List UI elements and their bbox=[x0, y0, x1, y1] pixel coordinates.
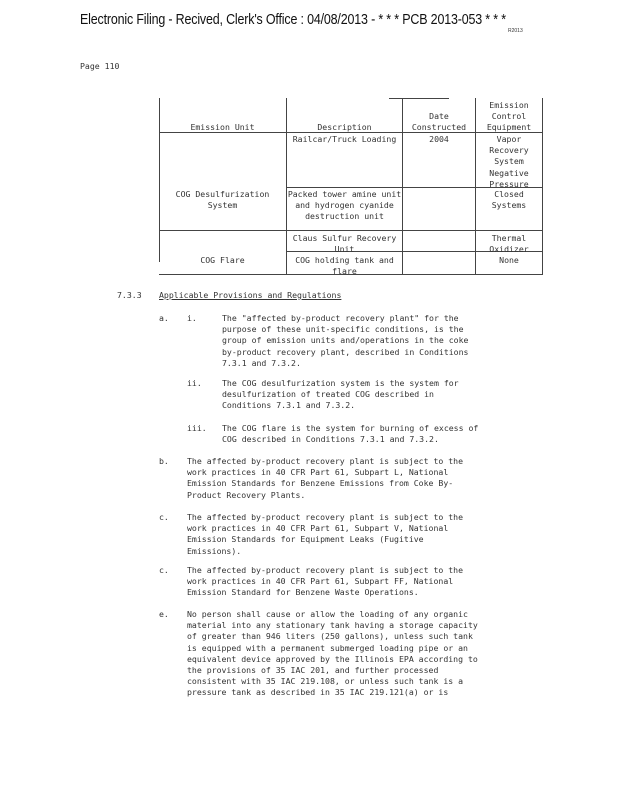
col-header-description: Description bbox=[317, 122, 372, 132]
section-title: Applicable Provisions and Regulations bbox=[159, 290, 342, 300]
page-label: Page 110 bbox=[80, 61, 120, 71]
row1-control: Vapor Recovery System Negative Pressure bbox=[489, 134, 529, 189]
col-header-control: Emission Control Equipment bbox=[486, 100, 532, 133]
item-label: a. bbox=[159, 313, 169, 323]
row3-control: Thermal Oxidizer bbox=[489, 233, 529, 255]
item-label: e. bbox=[159, 609, 169, 619]
col-header-unit: Emission Unit bbox=[190, 122, 255, 132]
item-text: The COG flare is the system for burning of excess of COG described in Conditions 7.3.1 and 7.3.2. bbox=[222, 423, 479, 445]
row3-description: Claus Sulfur Recovery Unit bbox=[292, 233, 397, 255]
section-number: 7.3.3 bbox=[117, 290, 142, 300]
filing-header: Electronic Filing - Recived, Clerk's Office : 04/08/2013 - * * * PCB 2013-053 * * * bbox=[80, 12, 506, 28]
item-text: The affected by-product recovery plant is subject to the work practices in 40 CFR Part 61, Subpart L, National Emission Standards for Benzene Emissions from Coke By- Product Recovery Plants. bbox=[187, 456, 464, 500]
item-text: No person shall cause or allow the loading of any organic material into any stationary tank having a storage capacity of greater than 946 liters (250 gallons), unless such tank is equipped with a permanent submerged loading pipe or an equivalent device approved by the Illinois EPA according to the provisions of 35 IAC 201, and further processed consistent with 35 IAC 219.108, or unless such tank is a pressure tank as described in 35 IAC 219.121(a) or is bbox=[187, 609, 478, 698]
item-label: c. bbox=[159, 565, 169, 575]
item-sublabel: ii. bbox=[187, 378, 202, 388]
row4-control: None bbox=[499, 255, 519, 265]
item-sublabel: i. bbox=[187, 313, 197, 323]
item-text: The "affected by-product recovery plant" for the purpose of these unit-specific conditions, is the group of emission units and/operations in the coke by-product recovery plant, described in Conditions 7.3.1 and 7.3.2. bbox=[222, 313, 469, 368]
row4-unit: COG Flare bbox=[200, 255, 245, 265]
item-text: The affected by-product recovery plant is subject to the work practices in 40 CFR Part 61, Subpart FF, National Emission Standard for Benzene Waste Operations. bbox=[187, 565, 464, 598]
item-text: The affected by-product recovery plant is subject to the work practices in 40 CFR Part 61, Subpart V, National Emission Standards for Equipment Leaks (Fugitive Emissions). bbox=[187, 512, 464, 556]
row1-date: 2004 bbox=[429, 134, 449, 144]
item-sublabel: iii. bbox=[187, 423, 207, 433]
row2-control: Closed Systems bbox=[491, 189, 527, 211]
item-text: The COG desulfurization system is the system for desulfurization of treated COG described in Conditions 7.3.1 and 7.3.2. bbox=[222, 378, 459, 411]
row1-description: Railcar/Truck Loading bbox=[292, 134, 397, 144]
filing-stamp: R2013 bbox=[508, 28, 523, 34]
row2-description: Packed tower amine unit and hydrogen cyanide destruction unit bbox=[287, 189, 402, 222]
emission-unit-table bbox=[159, 98, 543, 277]
row4-description: COG holding tank and flare bbox=[295, 255, 394, 277]
col-header-date: Date Constructed bbox=[411, 111, 467, 133]
item-label: c. bbox=[159, 512, 169, 522]
item-label: b. bbox=[159, 456, 169, 466]
row2-unit: COG Desulfurization System bbox=[175, 189, 270, 211]
